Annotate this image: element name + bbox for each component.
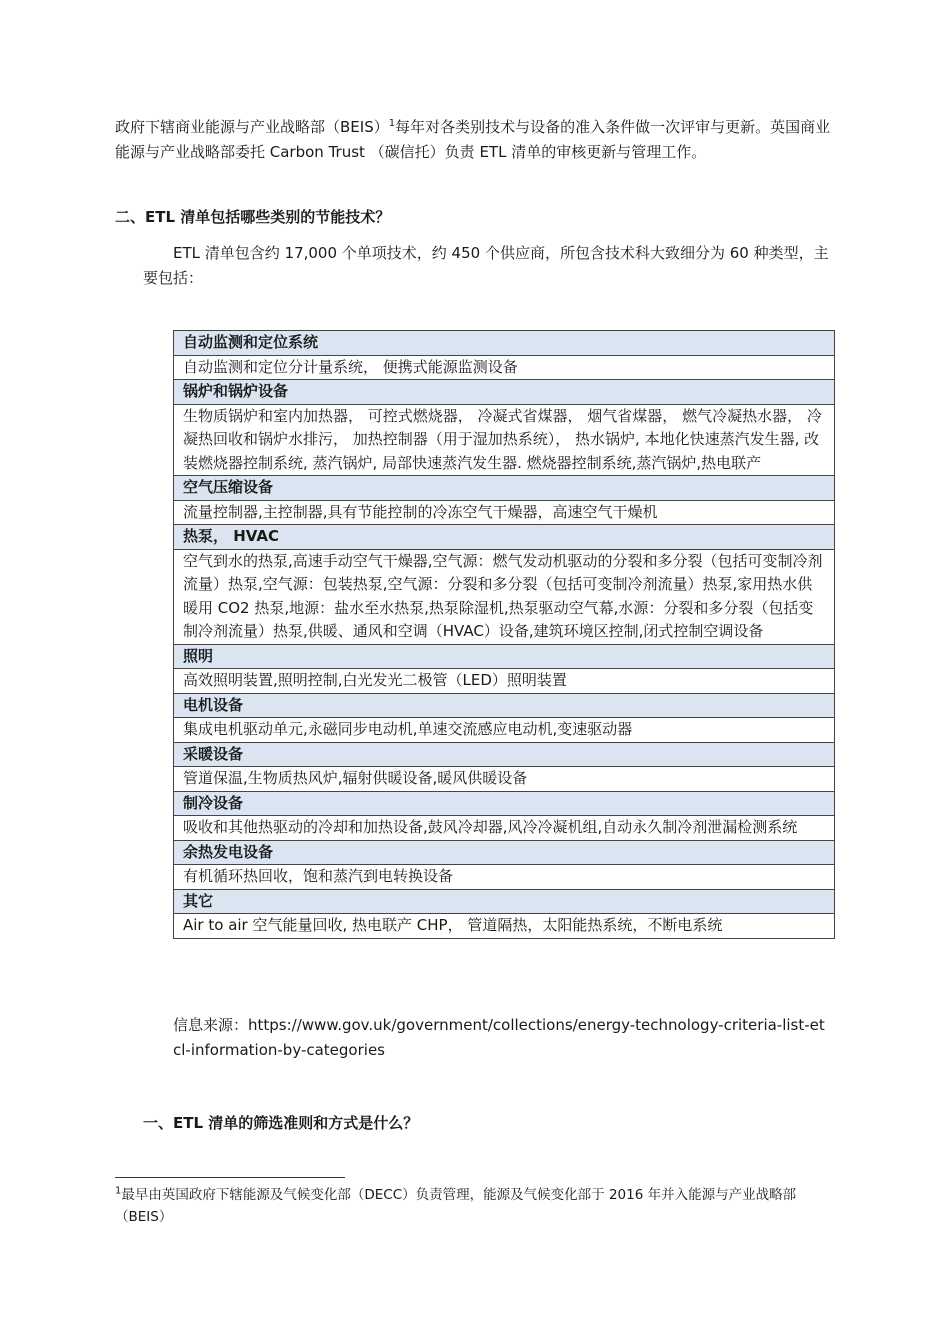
category-header-row	[174, 331, 835, 356]
category-items-row	[174, 865, 835, 890]
category-name: 其它	[174, 889, 835, 914]
category-items-row	[174, 816, 835, 841]
category-items: 生物质锅炉和室内加热器， 可控式燃烧器， 冷凝式省煤器， 烟气省煤器， 燃气冷凝热水器， 冷凝热回收和锅炉水排污， 加热控制器（用于湿加热系统）， 热水锅炉, 本地化快速蒸汽发生器, 改装燃烧器控制系统, 蒸汽锅炉, 局部快速蒸汽发生器. 燃烧器控制系统,蒸汽锅炉,热电联产	[174, 404, 835, 476]
category-header-row	[174, 742, 835, 767]
category-items-row	[174, 669, 835, 694]
category-items: 管道保温,生物质热风炉,辐射供暖设备,暖风供暖设备	[174, 767, 835, 792]
category-header-row	[174, 644, 835, 669]
category-items: Air to air 空气能量回收, 热电联产 CHP， 管道隔热，太阳能热系统，不断电系统	[174, 914, 835, 939]
section-2-body: ETL 清单包含约 17,000 个单项技术，约 450 个供应商，所包含技术科大致细分为 60 种类型，主要包括：	[143, 244, 829, 287]
category-items: 空气到水的热泵,高速手动空气干燥器,空气源：燃气发动机驱动的分裂和多分裂（包括可变制冷剂流量）热泵,空气源：包装热泵,空气源：分裂和多分裂（包括可变制冷剂流量）热泵,家用热水供暖用 CO2 热泵,地源：盐水至水热泵,热泵除湿机,热泵驱动空气幕,水源：分裂和多分裂（包括变制冷剂流量）热泵,供暖、通风和空调（HVAC）设备,建筑环境区控制,闭式控制空调设备	[174, 549, 835, 644]
category-items-row	[174, 404, 835, 476]
category-name: 热泵， HVAC	[174, 525, 835, 550]
category-header-row	[174, 791, 835, 816]
category-items-row	[174, 767, 835, 792]
category-items: 流量控制器,主控制器,具有节能控制的冷冻空气干燥器，高速空气干燥机	[174, 500, 835, 525]
category-table-body	[174, 331, 835, 939]
category-header-row	[174, 840, 835, 865]
category-header-row	[174, 525, 835, 550]
category-header-row	[174, 380, 835, 405]
category-name: 制冷设备	[174, 791, 835, 816]
category-header-row	[174, 889, 835, 914]
source-url[interactable]: https://www.gov.uk/government/collections/energy-technology-criteria-list-etcl-information-by-categories	[173, 1016, 825, 1059]
source-label: 信息来源：	[173, 1016, 249, 1034]
category-table	[173, 330, 835, 939]
source-note	[173, 1013, 833, 1063]
category-name: 采暖设备	[174, 742, 835, 767]
intro-text-after: 每年对各类别技术与设备的准入条件做一次评审与更新。英国商业能源与产业战略部委托 Carbon Trust （碳信托）负责 ETL 清单的审核更新与管理工作。	[115, 118, 831, 161]
category-items: 自动监测和定位分计量系统， 便携式能源监测设备	[174, 355, 835, 380]
section-1-heading: 一、ETL 清单的筛选准则和方式是什么？	[143, 1114, 419, 1132]
section-2-heading: 二、ETL 清单包括哪些类别的节能技术？	[115, 208, 391, 226]
category-items: 有机循环热回收，饱和蒸汽到电转换设备	[174, 865, 835, 890]
category-items-row	[174, 355, 835, 380]
intro-paragraph	[115, 115, 835, 165]
intro-text-before: 政府下辖商业能源与产业战略部（BEIS）	[115, 118, 389, 136]
category-header-row	[174, 476, 835, 501]
category-name: 照明	[174, 644, 835, 669]
category-items: 吸收和其他热驱动的冷却和加热设备,鼓风冷却器,风冷冷凝机组,自动永久制冷剂泄漏检测系统	[174, 816, 835, 841]
category-name: 空气压缩设备	[174, 476, 835, 501]
footnote-divider	[115, 1177, 345, 1178]
category-items-row	[174, 500, 835, 525]
category-items-row	[174, 549, 835, 644]
category-items: 集成电机驱动单元,永磁同步电动机,单速交流感应电动机,变速驱动器	[174, 718, 835, 743]
category-name: 电机设备	[174, 693, 835, 718]
footnote	[115, 1184, 835, 1228]
category-name: 余热发电设备	[174, 840, 835, 865]
category-items: 高效照明装置,照明控制,白光发光二极管（LED）照明装置	[174, 669, 835, 694]
footnote-text: 最早由英国政府下辖能源及气候变化部（DECC）负责管理，能源及气候变化部于 2016 年并入能源与产业战略部（BEIS）	[115, 1187, 797, 1225]
category-header-row	[174, 693, 835, 718]
category-name: 锅炉和锅炉设备	[174, 380, 835, 405]
category-items-row	[174, 718, 835, 743]
category-name: 自动监测和定位系统	[174, 331, 835, 356]
footnote-reference[interactable]: 1	[388, 118, 396, 129]
footnote-marker: 1	[115, 1185, 122, 1197]
category-items-row	[174, 914, 835, 939]
